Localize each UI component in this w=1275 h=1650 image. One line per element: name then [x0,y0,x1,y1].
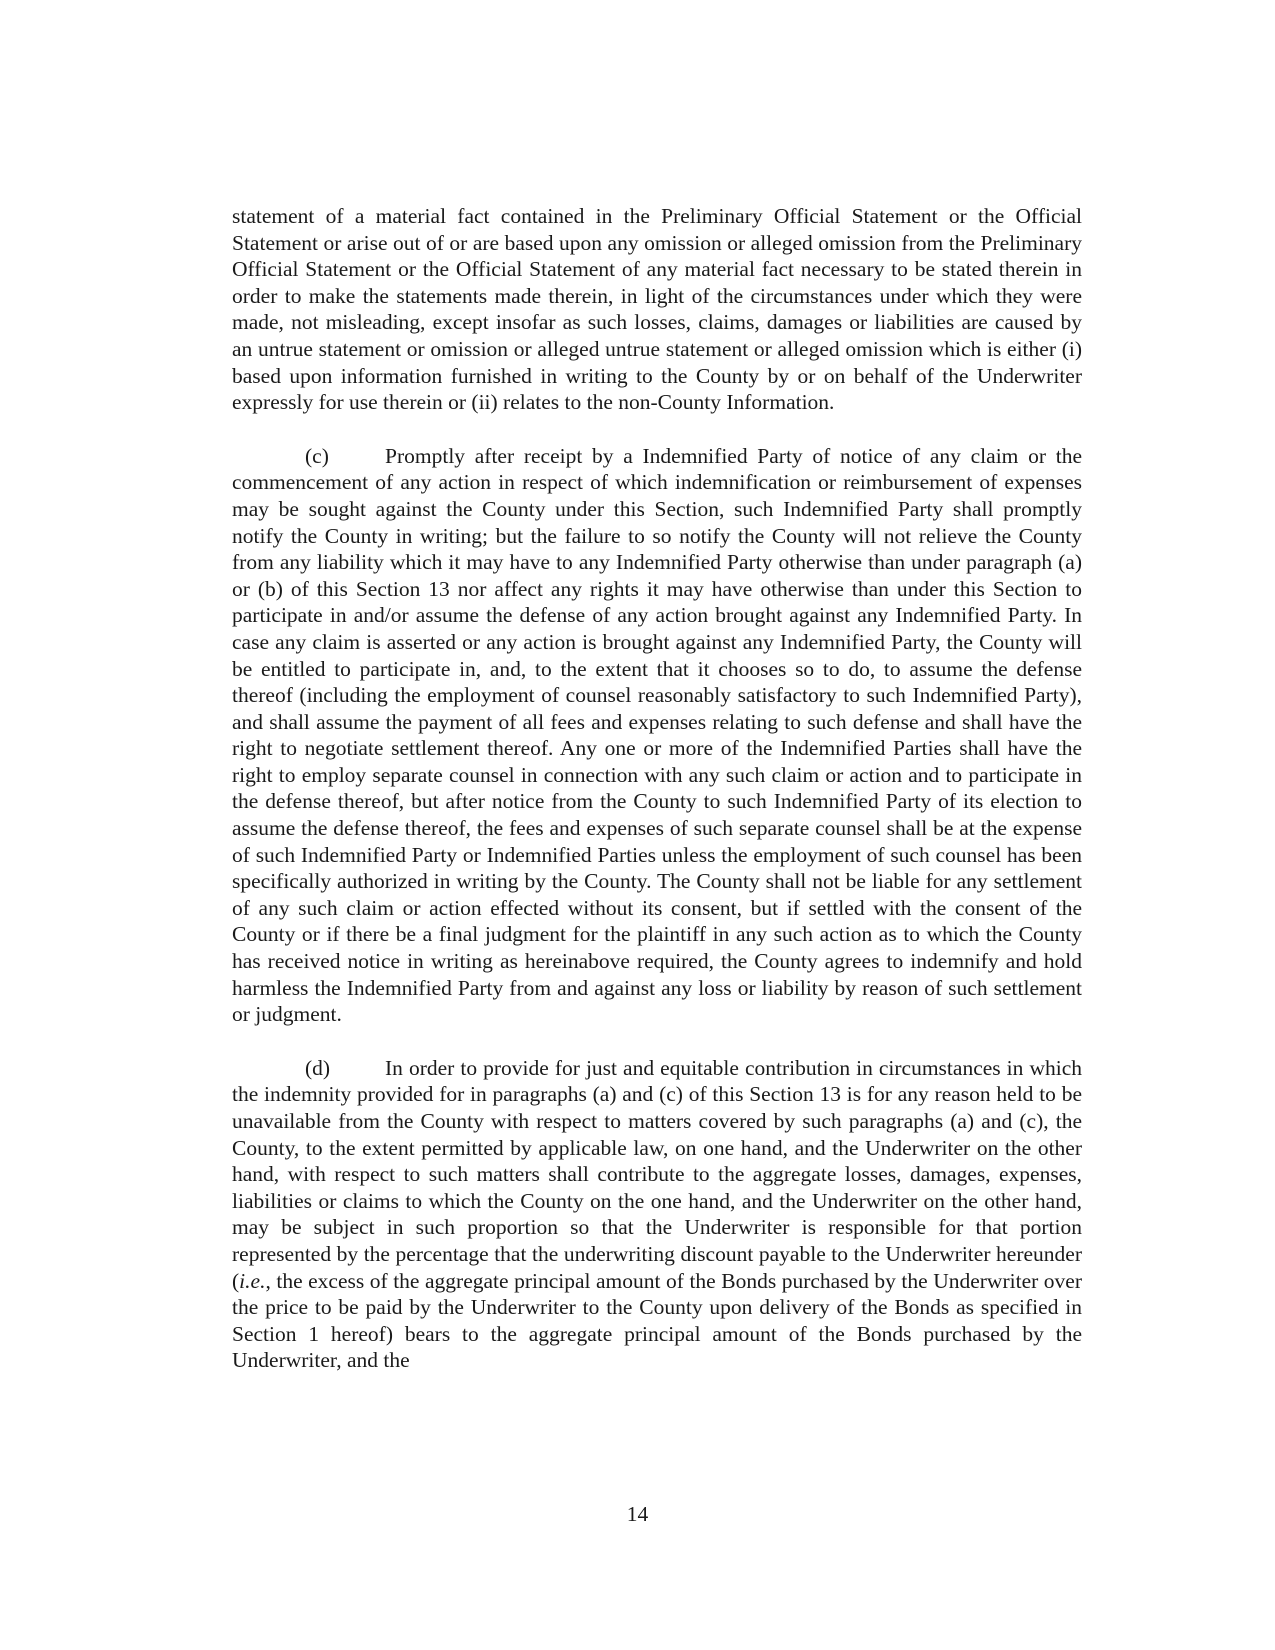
page-number: 14 [626,1502,649,1526]
paragraph-c-text: Promptly after receipt by a Indemnified Party of notice of any claim or the commencement of any action in respect of which indemnification or reimbursement of expenses may be sought against the County under this Section, such Indemnified Party shall promptly notify the County in writing; but the failure to so notify the County will not relieve the County from any liability which it may have to any Indemnified Party otherwise than under paragraph (a) or (b) of this Section 13 nor affect any rights it may have otherwise than under this Section to participate in and/or assume the defense of any action brought against any Indemnified Party. In case any claim is asserted or any action is brought against any Indemnified Party, the County will be entitled to participate in, and, to the extent that it chooses so to do, to assume the defense thereof (including the employment of counsel reasonably satisfactory to such Indemnified Party), and shall assume the payment of all fees and expenses relating to such defense and shall have the right to negotiate settlement thereof. Any one or more of the Indemnified Parties shall have the right to employ separate counsel in connection with any such claim or action and to participate in the defense thereof, but after notice from the County to such Indemnified Party of its election to assume the defense thereof, the fees and expenses of such separate counsel shall be at the expense of such Indemnified Party or Indemnified Parties unless the employment of such counsel has been specifically authorized in writing by the County. The County shall not be liable for any settlement of any such claim or action effected without its consent, but if settled with the consent of the County or if there be a final judgment for the plaintiff in any such action as to which the County has received notice in writing as hereinabove required, the County agrees to indemnify and hold harmless the Indemnified Party from and against any loss or liability by reason of such settlement or judgment. [232,443,1082,1027]
paragraph-d-text-part-2: , the excess of the aggregate principal amount of the Bonds purchased by the Underwriter over the price to be paid by the Underwriter to the County upon delivery of the Bonds as specified in Section 1 hereof) bears to the aggregate principal amount of the Bonds purchased by the Underwriter, and the [232,1268,1082,1373]
document-body [232,203,1082,1374]
paragraph-d-marker: (d) [305,1055,331,1080]
paragraph-d [232,1055,1082,1374]
paragraph-d-ie: i.e. [239,1268,266,1293]
paragraph-c-marker: (c) [305,443,329,468]
paragraph-d-text-part-1: In order to provide for just and equitable contribution in circumstances in which the indemnity provided for in paragraphs (a) and (c) of this Section 13 is for any reason held to be unavailable from the County with respect to matters covered by such paragraphs (a) and (c), the County, to the extent permitted by applicable law, on one hand, and the Underwriter on the other hand, with respect to such matters shall contribute to the aggregate losses, damages, expenses, liabilities or claims to which the County on the one hand, and the Underwriter on the other hand, may be subject in such proportion so that the Underwriter is responsible for that portion represented by the percentage that the underwriting discount payable to the Underwriter hereunder ( [232,1055,1082,1293]
paragraph-b-continuation: statement of a material fact contained in the Preliminary Official Statement or the Official Statement or arise out of or are based upon any omission or alleged omission from the Preliminary Official Statement or the Official Statement of any material fact necessary to be stated therein in order to make the statements made therein, in light of the circumstances under which they were made, not misleading, except insofar as such losses, claims, damages or liabilities are caused by an untrue statement or omission or alleged untrue statement or alleged omission which is either (i) based upon information furnished in writing to the County by or on behalf of the Underwriter expressly for use therein or (ii) relates to the non-County Information. [232,204,1082,415]
paragraph-c [232,443,1082,1028]
